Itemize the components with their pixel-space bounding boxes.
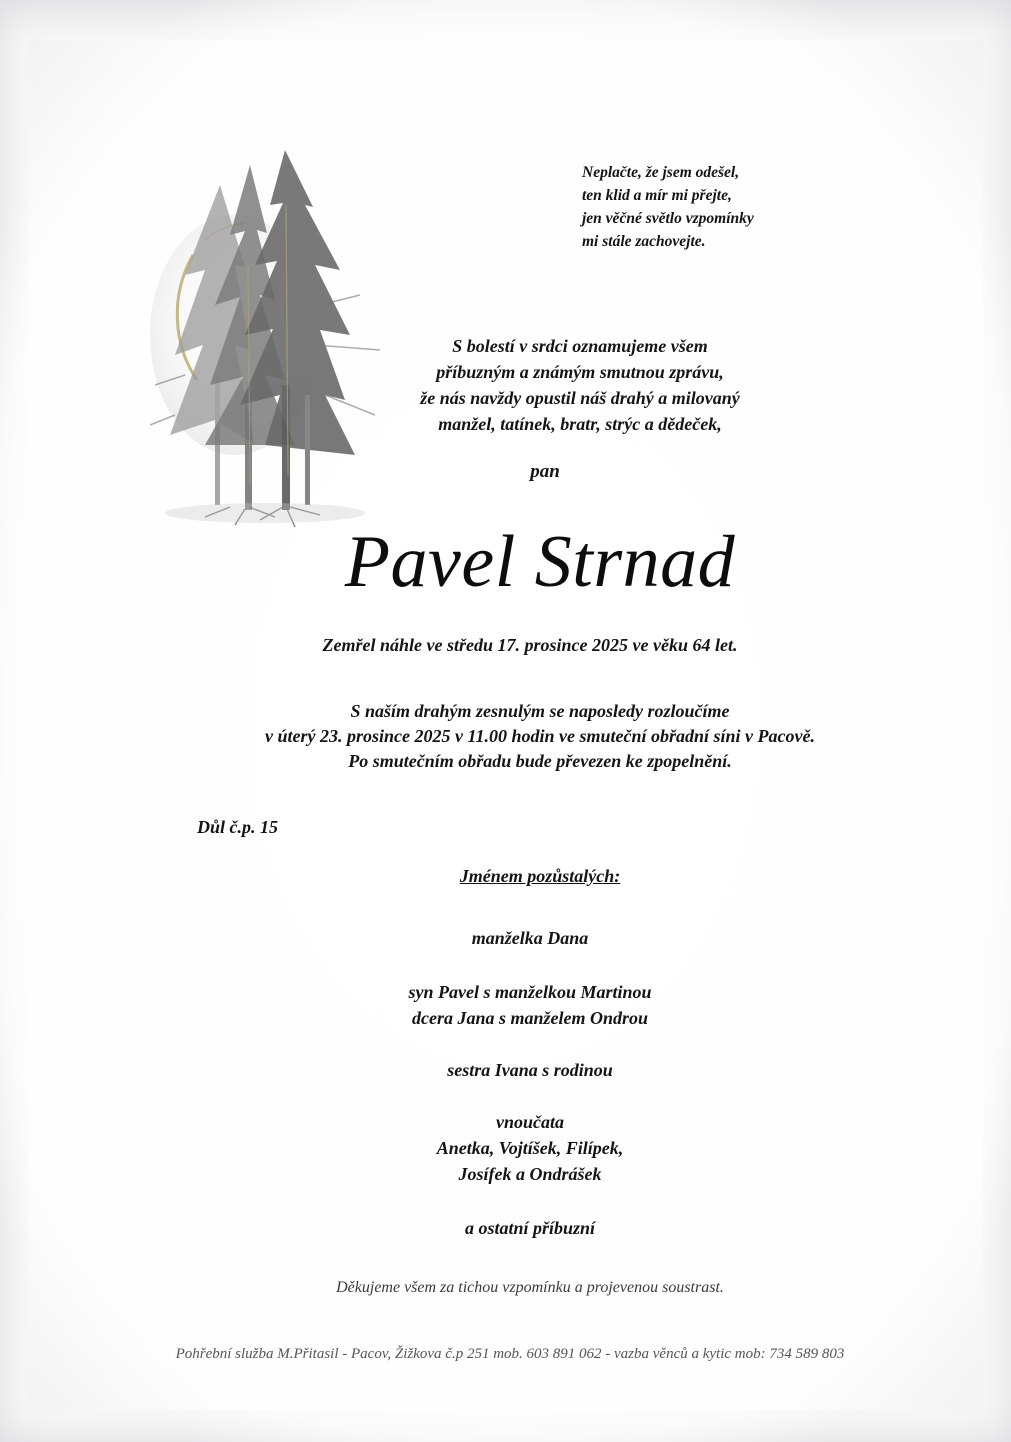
- address: Důl č.p. 15: [197, 817, 278, 837]
- funeral-service-footer: Pohřební služba M.Přitasil - Pacov, Žižkova č.p 251 mob. 603 891 062 - vazba věnců a kytic mob: 734 589 803: [175, 1346, 845, 1362]
- funeral-info-line: Po smutečním obřadu bude převezen ke zpopelnění.: [348, 751, 732, 771]
- family-others: [290, 1215, 770, 1241]
- family-line: vnoučata: [495, 1112, 564, 1132]
- announcement: [330, 333, 830, 437]
- announcement-line: že nás navždy opustil náš drahý a milovaný: [420, 388, 740, 408]
- family-line: Josífek a Ondrášek: [458, 1164, 602, 1184]
- announcement-line: manžel, tatínek, bratr, strýc a dědeček,: [438, 414, 722, 434]
- family-line: a ostatní příbuzní: [464, 1218, 596, 1238]
- poem: [582, 161, 754, 253]
- family-grandchildren: [290, 1109, 770, 1187]
- salutation: pan: [530, 461, 560, 482]
- family-line: sestra Ivana s rodinou: [447, 1060, 613, 1080]
- death-date-line: Zemřel náhle ve středu 17. prosince 2025 ve věku 64 let.: [322, 635, 738, 655]
- family-line: dcera Jana s manželem Ondrou: [411, 1008, 649, 1028]
- poem-line: mi stále zachovejte.: [582, 233, 706, 250]
- bereaved-heading: Jménem pozůstalých:: [459, 866, 621, 886]
- family-line: Anetka, Vojtíšek, Filípek,: [436, 1138, 624, 1158]
- family-sister: [290, 1057, 770, 1083]
- announcement-line: příbuzným a známým smutnou zprávu,: [436, 362, 724, 382]
- poem-line: ten klid a mír mi přejte,: [582, 187, 732, 204]
- announcement-line: S bolestí v srdci oznamujeme všem: [452, 336, 708, 356]
- family-wife: [290, 925, 770, 951]
- thanks-line: Děkujeme všem za tichou vzpomínku a projevenou soustrast.: [336, 1279, 724, 1296]
- funeral-info: [120, 699, 960, 774]
- deceased-name: Pavel Strnad: [344, 521, 736, 603]
- family-children: [290, 979, 770, 1031]
- poem-line: Neplačte, že jsem odešel,: [582, 164, 740, 181]
- family-line: syn Pavel s manželkou Martinou: [408, 982, 652, 1002]
- family-line: manželka Dana: [471, 928, 589, 948]
- funeral-info-line: v úterý 23. prosince 2025 v 11.00 hodin ve smuteční obřadní síni v Pacově.: [265, 726, 815, 746]
- funeral-info-line: S naším drahým zesnulým se naposledy rozloučíme: [350, 701, 730, 721]
- poem-line: jen věčné světlo vzpomínky: [582, 210, 754, 227]
